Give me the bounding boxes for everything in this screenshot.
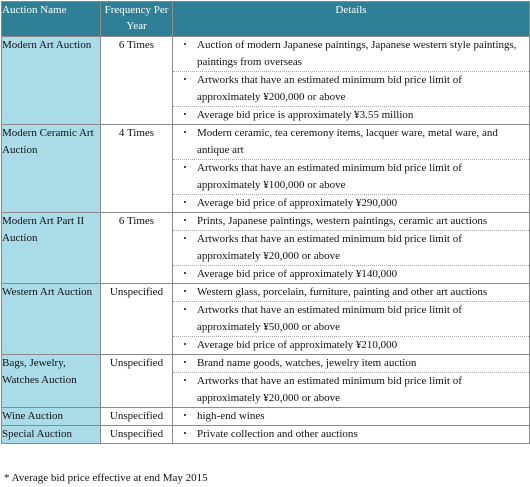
bullet-icon: ・: [179, 127, 191, 139]
header-row: [2, 2, 530, 37]
table-row: [2, 284, 530, 355]
details-cell: [173, 37, 530, 125]
detail-text: Average bid price of approximately ¥140,000: [197, 268, 398, 280]
detail-text: Artworks that have an estimated minimum bid price limit of approximately ¥100,000 or above: [197, 162, 462, 191]
bullet-icon: ・: [179, 215, 191, 227]
frequency-cell: 6 Times: [101, 37, 173, 125]
bullet-icon: ・: [179, 74, 191, 86]
bullet-icon: ・: [179, 375, 191, 387]
frequency-cell: 4 Times: [101, 125, 173, 213]
detail-item: [173, 37, 529, 72]
frequency-cell: Unspecified: [101, 408, 173, 426]
table-row: [2, 37, 530, 125]
header-auction-name: Auction Name: [2, 2, 101, 37]
detail-item: [173, 266, 529, 283]
detail-text: Artworks that have an estimated minimum bid price limit of approximately ¥20,000 or above: [197, 375, 462, 404]
bullet-icon: ・: [179, 410, 191, 422]
details-cell: [173, 408, 530, 426]
detail-item: [173, 72, 529, 107]
detail-item: [173, 107, 529, 124]
detail-text: Private collection and other auctions: [197, 428, 358, 440]
detail-text: Average bid price of approximately ¥210,000: [197, 339, 398, 351]
detail-item: [173, 373, 529, 407]
details-cell: [173, 355, 530, 408]
detail-text: Artworks that have an estimated minimum bid price limit of approximately ¥50,000 or above: [197, 304, 462, 333]
detail-text: Average bid price is approximately ¥3.55 million: [197, 109, 414, 121]
bullet-icon: ・: [179, 268, 191, 280]
bullet-icon: ・: [179, 339, 191, 351]
detail-item: [173, 408, 529, 425]
auction-name-cell: Special Auction: [2, 426, 101, 444]
detail-text: Prints, Japanese paintings, western paintings, ceramic art auctions: [197, 215, 488, 227]
auction-name-cell: Bags, Jewelry, Watches Auction: [2, 355, 101, 408]
frequency-cell: Unspecified: [101, 355, 173, 408]
details-cell: [173, 284, 530, 355]
table-row: [2, 213, 530, 284]
detail-item: [173, 337, 529, 354]
bullet-icon: ・: [179, 39, 191, 51]
bullet-icon: ・: [179, 233, 191, 245]
detail-item: [173, 213, 529, 231]
detail-text: Average bid price of approximately ¥290,000: [197, 197, 398, 209]
detail-text: Auction of modern Japanese paintings, Japanese western style paintings, paintings from overseas: [197, 39, 517, 68]
detail-text: Artworks that have an estimated minimum bid price limit of approximately ¥200,000 or above: [197, 74, 462, 103]
auction-name-cell: Modern Ceramic Art Auction: [2, 125, 101, 213]
bullet-icon: ・: [179, 109, 191, 121]
bullet-icon: ・: [179, 162, 191, 174]
bullet-icon: ・: [179, 428, 191, 440]
auction-name-cell: Modern Art Part II Auction: [2, 213, 101, 284]
details-cell: [173, 213, 530, 284]
table-row: [2, 355, 530, 408]
footnote: * Average bid price effective at end May 2015: [4, 472, 208, 484]
bullet-icon: ・: [179, 357, 191, 369]
bullet-icon: ・: [179, 197, 191, 209]
details-cell: [173, 125, 530, 213]
table-row: [2, 408, 530, 426]
bullet-icon: ・: [179, 286, 191, 298]
auction-name-cell: Modern Art Auction: [2, 37, 101, 125]
detail-item: [173, 284, 529, 302]
header-frequency: Frequency Per Year: [101, 2, 173, 37]
detail-text: Modern ceramic, tea ceremony items, lacquer ware, metal ware, and antique art: [197, 127, 498, 156]
header-details: Details: [173, 2, 530, 37]
table-body: [2, 37, 530, 444]
table-row: [2, 426, 530, 444]
auction-table: [1, 1, 530, 444]
detail-item: [173, 302, 529, 337]
detail-item: [173, 426, 529, 443]
frequency-cell: Unspecified: [101, 284, 173, 355]
frequency-cell: Unspecified: [101, 426, 173, 444]
auction-name-cell: Western Art Auction: [2, 284, 101, 355]
detail-text: high-end wines: [197, 410, 265, 422]
detail-text: Artworks that have an estimated minimum bid price limit of approximately ¥20,000 or above: [197, 233, 462, 262]
frequency-cell: 6 Times: [101, 213, 173, 284]
detail-item: [173, 231, 529, 266]
details-cell: [173, 426, 530, 444]
detail-item: [173, 355, 529, 373]
table-row: [2, 125, 530, 213]
detail-item: [173, 160, 529, 195]
auction-name-cell: Wine Auction: [2, 408, 101, 426]
detail-text: Western glass, porcelain, furniture, painting and other art auctions: [197, 286, 488, 298]
detail-text: Brand name goods, watches, jewelry item auction: [197, 357, 417, 369]
detail-item: [173, 125, 529, 160]
detail-item: [173, 195, 529, 212]
bullet-icon: ・: [179, 304, 191, 316]
